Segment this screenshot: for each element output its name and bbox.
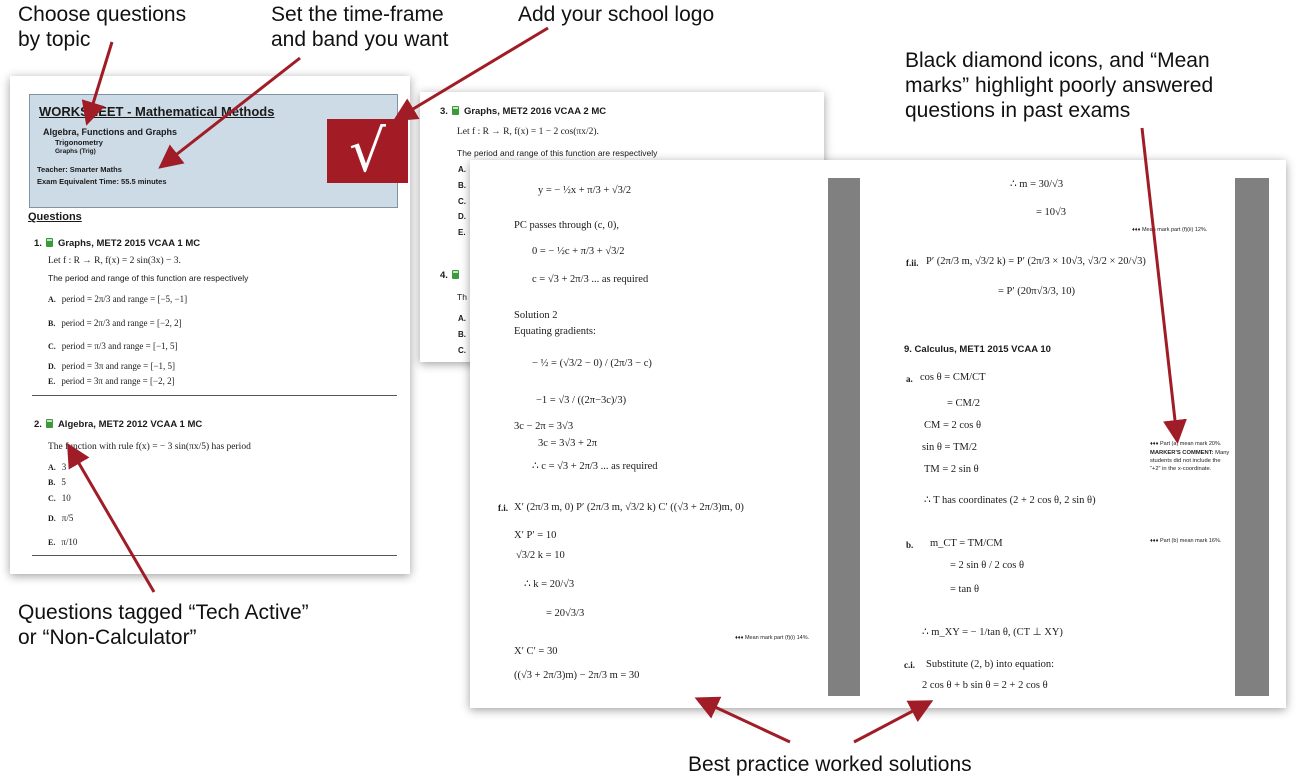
solution-line: = tan θ [950, 584, 980, 595]
callout-time-frame: Set the time-frame and band you want [271, 3, 449, 51]
solution-line: ∴ m_XY = − 1/tan θ, (CT ⊥ XY) [922, 627, 1063, 638]
worksheet-subtopic: Trigonometry [55, 138, 103, 147]
mean-mark-note: ♦♦♦ Mean mark part (f)(ii) 12%. [1132, 227, 1208, 233]
callout-black-diamond: Black diamond icons, and “Mean marks” highlight poorly answered questions in past exams [905, 49, 1214, 122]
solution-line: ∴ k = 20/√3 [524, 579, 575, 590]
solution-line: = CM/2 [947, 398, 981, 409]
question-9-header[interactable]: 9. Calculus, MET1 2015 VCAA 10 [904, 344, 1051, 355]
callout-tech-active: Questions tagged “Tech Active” or “Non-Calculator” [18, 601, 309, 649]
solution-line: 2 cos θ + b sin θ = 2 + 2 cos θ [922, 680, 1048, 691]
q2-option-d[interactable]: D. π/5 [48, 513, 74, 523]
solution-line: 0 = − ½c + π/3 + √3/2 [532, 246, 625, 257]
q1-option-c[interactable]: C. period = π/3 and range = [−1, 5] [48, 341, 178, 351]
q3-option-a[interactable]: A. [458, 165, 466, 174]
question-4-stem: Th [457, 292, 467, 302]
question-1-stem-2: The period and range of this function are respectively [48, 273, 249, 283]
q4-option-c[interactable]: C. [458, 346, 466, 355]
part-label: b. [906, 540, 914, 550]
q3-option-c[interactable]: C. [458, 197, 466, 206]
arrow-timeframe [163, 58, 300, 165]
question-1-stem: Let f : R → R, f(x) = 2 sin(3x) − 3. [48, 256, 181, 266]
solution-line: 3c = 3√3 + 2π [538, 438, 598, 449]
solution-line: ∴ T has coordinates (2 + 2 cos θ, 2 sin θ) [924, 495, 1096, 506]
solution-line: X′ P′ = 10 [514, 530, 557, 541]
solution-line: PC passes through (c, 0), [514, 220, 619, 231]
mean-mark-note: ♦♦♦ Mean mark part (f)(i) 14%. [735, 635, 810, 641]
solution-line: Substitute (2, b) into equation: [926, 659, 1055, 670]
question-3-stem-2: The period and range of this function are respectively [457, 148, 658, 158]
solution-line: = P′ (20π√3/3, 10) [998, 286, 1076, 297]
solution-line: 3c − 2π = 3√3 [514, 421, 574, 432]
worksheet-subsubtopic: Graphs (Trig) [55, 148, 96, 155]
part-label: f.ii. [906, 258, 919, 268]
solution-line: ((√3 + 2π/3)m) − 2π/3 m = 30 [514, 670, 640, 681]
worksheet-teacher: Teacher: Smarter Maths [37, 165, 122, 174]
q3-option-e[interactable]: E. [458, 228, 466, 237]
solution-line: Solution 2 [514, 310, 558, 321]
solution-line: − ½ = (√3/2 − 0) / (2π/3 − c) [532, 358, 652, 369]
arrow-solutions-left [700, 700, 790, 742]
q2-option-c[interactable]: C. 10 [48, 493, 71, 503]
question-3-stem: Let f : R → R, f(x) = 1 − 2 cos(πx/2). [457, 127, 599, 137]
q1-option-e[interactable]: E. period = 3π and range = [−2, 2] [48, 376, 175, 386]
question-1-header[interactable]: 1. Graphs, MET2 2015 VCAA 1 MC [34, 238, 201, 249]
solution-line: y = − ½x + π/3 + √3/2 [538, 185, 632, 196]
q1-option-a[interactable]: A. period = 2π/3 and range = [−5, −1] [48, 294, 188, 304]
solution-line: P′ (2π/3 m, √3/2 k) = P′ (2π/3 × 10√3, √3/2 × 20/√3) [926, 256, 1146, 267]
question-3-header[interactable]: 3. Graphs, MET2 2016 VCAA 2 MC [440, 106, 607, 117]
arrow-solutions-right [854, 703, 928, 742]
worksheet-topic: Algebra, Functions and Graphs [43, 127, 178, 137]
callout-worked-solutions: Best practice worked solutions [688, 753, 972, 776]
mean-mark-note: ♦♦♦ Part (b) mean mark 16%. [1150, 538, 1222, 544]
part-label: f.i. [498, 503, 508, 513]
part-label: c.i. [904, 660, 915, 670]
q2-option-e[interactable]: E. π/10 [48, 537, 78, 547]
callout-school-logo: Add your school logo [518, 3, 715, 26]
arrow-logo [398, 28, 548, 118]
solution-line: = 20√3/3 [546, 608, 585, 619]
arrow-topic [88, 42, 112, 120]
questions-heading: Questions [28, 211, 82, 223]
solution-line: TM = 2 sin θ [924, 464, 979, 475]
arrow-tech [70, 448, 154, 592]
solution-line: √3/2 k = 10 [516, 550, 565, 561]
question-4-header[interactable]: 4. [440, 270, 464, 281]
solution-line: CM = 2 cos θ [924, 420, 982, 431]
marker-comment: MARKER'S COMMENT: Many students did not include the “+2” in the x-coordinate. [1150, 450, 1230, 472]
solution-line: ∴ c = √3 + 2π/3 ... as required [532, 461, 658, 472]
q4-option-b[interactable]: B. [458, 330, 466, 339]
solution-line: cos θ = CM/CT [920, 372, 986, 383]
mean-mark-note: ♦♦♦ Part (a) mean mark 20%. [1150, 441, 1222, 447]
q1-option-d[interactable]: D. period = 3π and range = [−1, 5] [48, 361, 176, 371]
solution-line: = 2 sin θ / 2 cos θ [950, 560, 1025, 571]
solution-line: m_CT = TM/CM [930, 538, 1003, 549]
arrow-diamond [1142, 128, 1177, 438]
solution-line: sin θ = TM/2 [922, 442, 977, 453]
question-2-header[interactable]: 2. Algebra, MET2 2012 VCAA 1 MC [34, 419, 203, 430]
q3-option-d[interactable]: D. [458, 212, 466, 221]
question-2-stem: The function with rule f(x) = − 3 sin(πx/5) has period [48, 442, 251, 452]
solution-line: X′ (2π/3 m, 0) P′ (2π/3 m, √3/2 k) C′ ((√3 + 2π/3)m, 0) [514, 502, 744, 513]
part-label: a. [906, 374, 913, 384]
solution-line: = 10√3 [1036, 207, 1067, 218]
solution-line: c = √3 + 2π/3 ... as required [532, 274, 649, 285]
solution-line: −1 = √3 / ((2π−3c)/3) [536, 395, 627, 406]
solution-line: Equating gradients: [514, 326, 596, 337]
q3-option-b[interactable]: B. [458, 181, 466, 190]
solution-line: ∴ m = 30/√3 [1010, 179, 1064, 190]
q2-option-b[interactable]: B. 5 [48, 477, 66, 487]
worksheet-exam-time: Exam Equivalent Time: 55.5 minutes [37, 177, 167, 186]
q2-option-a[interactable]: A. 3 [48, 462, 67, 472]
school-logo[interactable]: √ [327, 119, 408, 183]
q1-option-b[interactable]: B. period = 2π/3 and range = [−2, 2] [48, 318, 182, 328]
callout-choose-topic: Choose questions by topic [18, 3, 187, 51]
q4-option-a[interactable]: A. [458, 314, 466, 323]
solution-line: X′ C′ = 30 [514, 646, 558, 657]
worksheet-title: WORKSHEET - Mathematical Methods [39, 104, 275, 119]
